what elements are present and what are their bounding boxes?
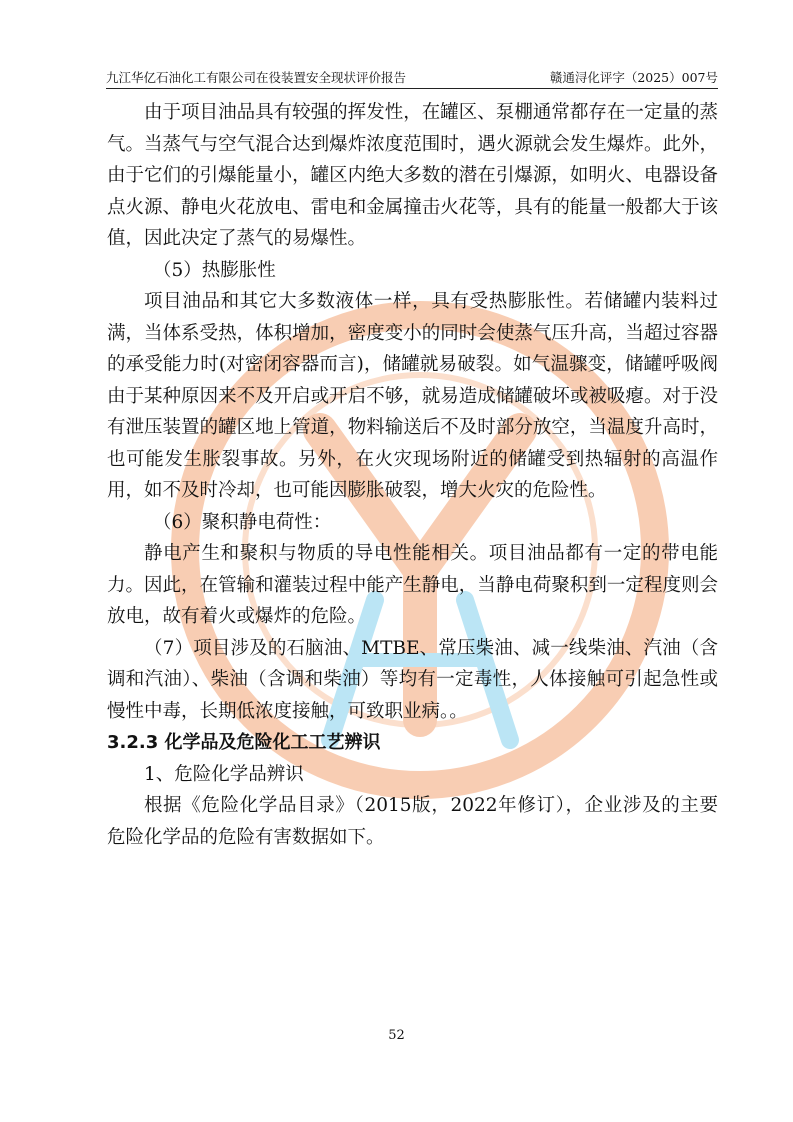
paragraph-thermal-expansion: 项目油品和其它大多数液体一样，具有受热膨胀性。若储罐内装料过满，当体系受热，体积增加，密度变小的同时会使蒸气压升高，当超过容器的承受能力时(对密闭容器而言)，储罐就易破裂。如气温骤变，储罐呼吸阀由于某种原因来不及开启或开启不够，就易造成储罐破坏或被吸瘪。对于没有泄压装置的罐区地上管道，物料输送后不及时部分放空，当温度升高时，也可能发生胀裂事故。另外，在火灾现场附近的储罐受到热辐射的高温作用，如不及时冷却，也可能因膨胀破裂，增大火灾的危险性。 bbox=[107, 291, 718, 501]
page-number: 52 bbox=[388, 1028, 405, 1043]
header-report-number: 赣通浔化评字（2025）007号 bbox=[549, 70, 718, 85]
page-header bbox=[106, 70, 718, 89]
heading-thermal-expansion: （5）热膨胀性 bbox=[153, 259, 276, 281]
header-report-title: 九江华亿石油化工有限公司在役装置安全现状评价报告 bbox=[106, 70, 407, 85]
document-body bbox=[107, 97, 718, 853]
paragraph-volatility: 由于项目油品具有较强的挥发性，在罐区、泵棚通常都存在一定量的蒸气。当蒸气与空气混合达到爆炸浓度范围时，遇火源就会发生爆炸。此外，由于它们的引爆能量小，罐区内绝大多数的潜在引爆源，如明火、电器设备点火源、静电火花放电、雷电和金属撞击火花等，具有的能量一般都大于该值，因此决定了蒸气的易爆性。 bbox=[107, 102, 718, 249]
paragraph-static-charge: 静电产生和聚积与物质的导电性能相关。项目油品都有一定的带电能力。因此，在管输和灌装过程中能产生静电，当静电荷聚积到一定程度则会放电，故有着火或爆炸的危险。 bbox=[107, 543, 718, 627]
paragraph-chemical-catalog: 根据《危险化学品目录》（2015版，2022年修订），企业涉及的主要危险化学品的危险有害数据如下。 bbox=[107, 795, 718, 848]
section-heading: 3.2.3 化学品及危险化工工艺辨识 bbox=[107, 732, 381, 753]
heading-static-charge: （6）聚积静电荷性： bbox=[153, 511, 332, 533]
paragraph-toxicity: （7）项目涉及的石脑油、MTBE、常压柴油、减一线柴油、汽油（含调和汽油）、柴油（含调和柴油）等均有一定毒性，人体接触可引起急性或慢性中毒，长期低浓度接触，可致职业病。。 bbox=[107, 637, 718, 722]
subheading-hazardous-chemicals: 1、危险化学品辨识 bbox=[144, 763, 304, 785]
